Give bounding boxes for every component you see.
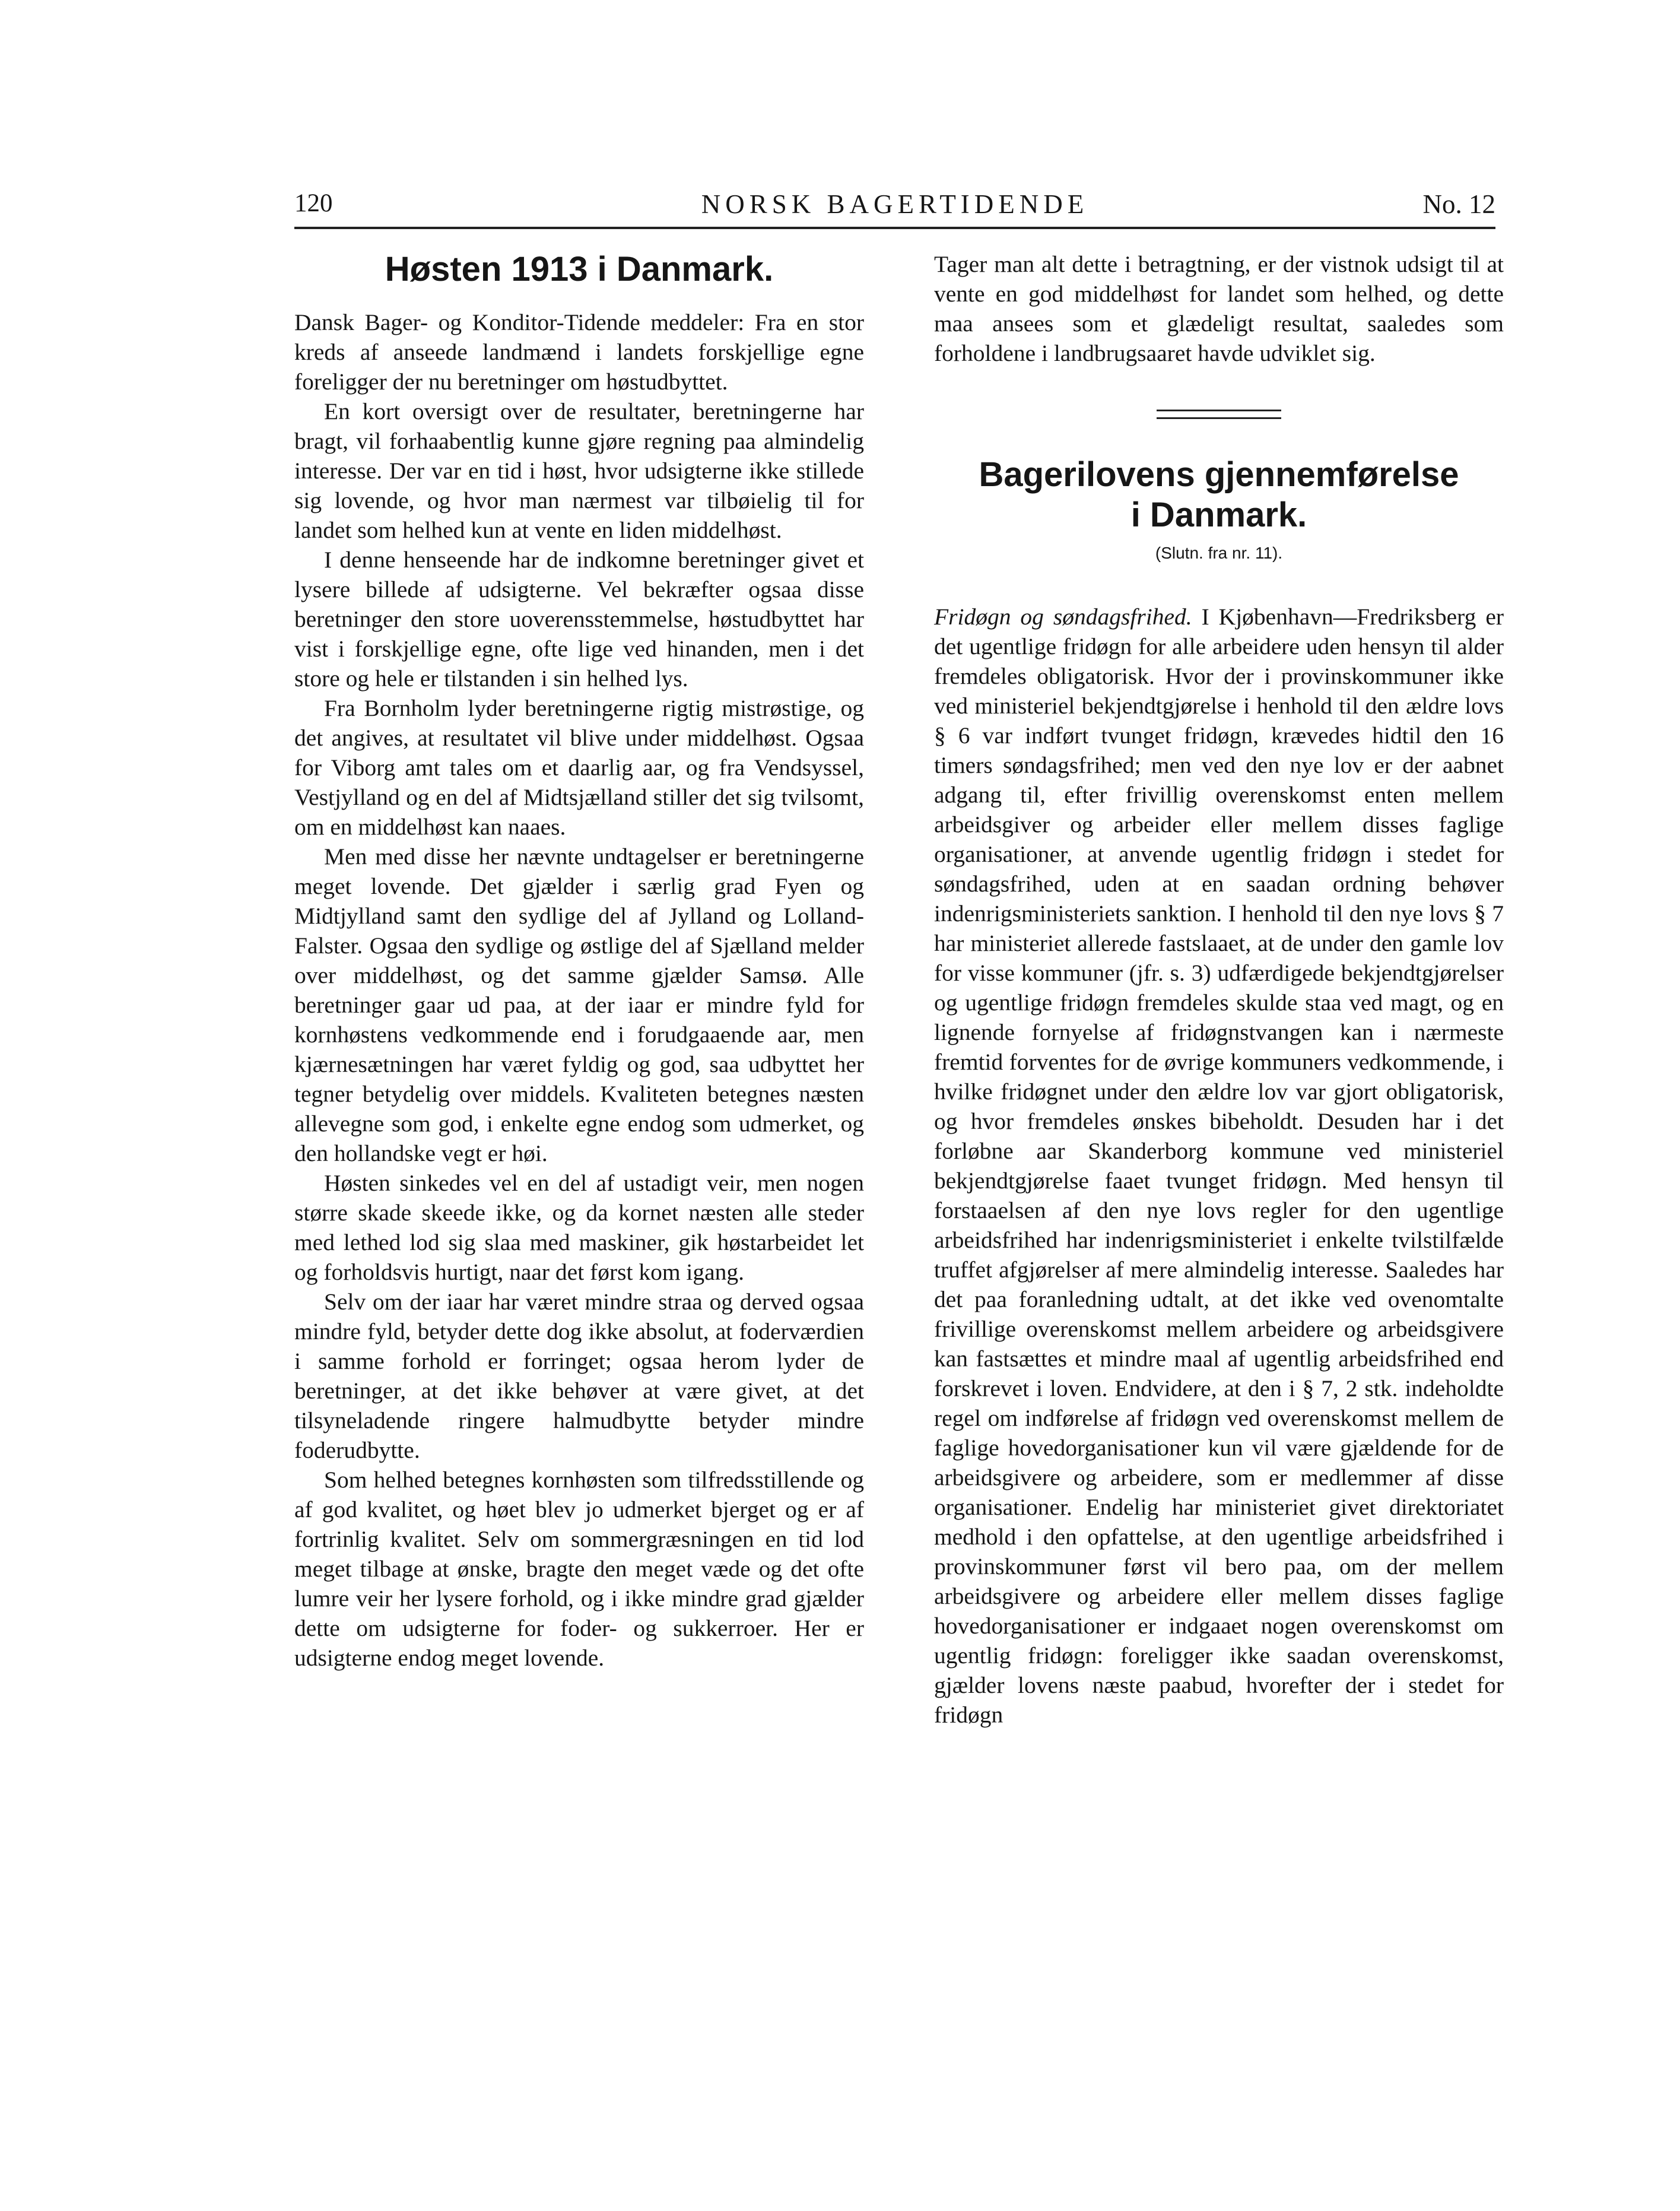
page-header (294, 189, 1495, 229)
publication-title: NORSK BAGERTIDENDE (701, 189, 1089, 219)
left-column (294, 249, 864, 1673)
paragraph-body: I Kjøbenhavn—Fredriksberg er det ugentlige fridøgn for alle arbeidere uden hensyn til alder fremdeles obligatorisk. Hvor der i provinskommuner ikke ved ministeriel bekjendtgjørelse i henhold til den ældre lovs § 6 var indført tvunget fridøgn, krævedes hidtil den 16 timers søndagsfrihed; men ved den nye lov er der aabnet adgang til, efter frivillig overenskomst enten mellem arbeidsgiver og arbeider eller mellem disses fagligе organisationer, at anvende ugentlig fridøgn i stedet for søndagsfrihed, uden at en saadan ordning behøver indenrigsministeriets sanktion. I henhold til den nye lovs § 7 har ministeriet allerede fastslaaet, at de under den gamle lov for visse kommuner (jfr. s. 3) udfærdigede bekjendtgjørelser og ugentlige fridøgn fremdeles skulde staa ved magt, og en lignende fornyelse af fridøgnstvangen kan i nærmeste fremtid forventes for de øvrige kommuners vedkommende, i hvilke fridøgnet under den ældre lov var gjort obligatorisk, og hvor fremdeles ønskes bibeholdt. Desuden har i det forløbne aar Skanderborg kommune ved ministeriel bekjendtgjørelse faaet tvunget fridøgn. Med hensyn til forstaaelsen af den nye lovs regler for den ugentlige arbeidsfrihed har indenrigsministeriet i enkelte tvilstilfælde truffet afgjørelser af mere almindelig interesse. Saaledes har det paa foranledning udtalt, at det ikke ved ovenomtalte frivillige overenskomst mellem arbeidere og arbeidsgivere kan fastsættes et mindre maal af ugentlig arbeidsfrihed end forskrevet i loven. Endvidere, at den i § 7, 2 stk. indeholdte regel om indførelse af fridøgn ved overenskomst mellem de faglige hovedorganisationer kun vil være gjældende for de arbeidsgivere og arbeidere, som er medlemmer af disse organisationer. Endelig har ministeriet givet direktoriatet medhold i den opfattelse, at den ugentlige arbeidsfrihed i provinskommuner først vil bero paa, om der mellem arbeidsgivere og arbeidere eller mellem disses faglige hovedorganisationer er indgaaet nogen overenskomst om ugentlig fridøgn: foreligger ikke saadan overenskomst, gjælder lovens næste paabud, hvorefter der i stedet for fridøgn (934, 604, 1504, 1728)
issue-number: No. 12 (1422, 189, 1495, 219)
paragraph (934, 602, 1504, 1730)
paragraph: Selv om der iaar har været mindre straa og derved ogsaa mindre fyld, betyder dette dog ikke absolut, at foderværdien i samme forhold er forringet; ogsaa herom lyder de beretninger, at det ikke behøver at være givet, at det tilsyneladende ringere halmudbytte betyder mindre foderudbytte. (294, 1289, 864, 1463)
lead-italic: Fridøgn og søndagsfrihed. (934, 604, 1192, 630)
right-column (934, 249, 1504, 1730)
article-title-line: i Danmark. (1130, 496, 1307, 534)
article-title-line: Bagerilovens gjennemførelse (979, 455, 1459, 494)
page-number: 120 (294, 189, 333, 217)
paragraph: Høsten sinkedes vel en del af ustadigt veir, men nogen større skade skeede ikke, og da kornet næsten alle steder med lethed lod sig slaa med maskiner, gik høstarbeidet let og forholdsvis hurtigt, naar det først kom igang. (294, 1170, 864, 1285)
paragraph: Dansk Bager- og Konditor-Tidende meddeler: Fra en stor kreds af anseede landmænd i landets forskjellige egne foreligger der nu beretninger om høstudbyttet. (294, 309, 864, 395)
paragraph: Men med disse her nævnte undtagelser er beretningerne meget lovende. Det gjælder i særlig grad Fyen og Midtjylland samt den sydlige del af Jylland og Lolland-Falster. Ogsaa den sydlige og østlige del af Sjælland melder over middelhøst, og det samme gjælder Samsø. Alle beretninger gaar ud paa, at der iaar er mindre fyld for kornhøstens vedkommende end i forudgaaende aar, men kjærnesætningen har været fyldig og god, saa udbyttet her tegner betydelig over middels. Kvaliteten betegnes næsten allevegne som god, i enkelte egne endog som udmerket, og den hollandske vegt er høi. (294, 843, 864, 1166)
paragraph: I denne henseende har de indkomne beretninger givet et lysere billede af udsigterne. Vel bekræfter ogsaa disse beretninger den store uoverensstemmelse, høstudbyttet har vist i forskjellige egne, ofte lige ved hinanden, men i det store og hele er tilstanden i sin helhed lys. (294, 547, 864, 691)
continuation-paragraph: Tager man alt dette i betragtning, er der vistnok udsigt til at vente en god middelhøst for landet som helhed, og dette maa ansees som et glædeligt resultat, saaledes som forholdene i landbrugsaaret havde udviklet sig. (934, 251, 1504, 366)
section-divider (1157, 410, 1281, 419)
paragraph: Som helhed betegnes kornhøsten som tilfredsstillende og af god kvalitet, og høet blev jo udmerket bjerget og er af fortrinlig kvalitet. Selv om sommergræsningen en tid lod meget tilbage at ønske, bragte den meget væde og det ofte lumre veir her lysere forhold, og i ikke mindre grad gjælder dette om udsigterne for foder- og sukkerroer. Her er udsigterne endog meget lovende. (294, 1467, 864, 1671)
paragraph: Fra Bornholm lyder beretningerne rigtig mistrøstige, og det angives, at resultatet vil blive under middelhøst. Ogsaa for Viborg amt tales om et daarlig aar, og fra Vendsyssel, Vestjylland og en del af Midtsjælland stiller det sig tvilsomt, om en middelhøst kan naaes. (294, 695, 864, 840)
paragraph: En kort oversigt over de resultater, beretningerne har bragt, vil forhaabentlig kunne gjøre regning paa almindelig interesse. Der var en tid i høst, hvor udsigterne ikke stillede sig lovende, og hvor man nærmest var tilbøielig til for landet som helhed kun at vente en liden middelhøst. (294, 398, 864, 543)
article-subtitle: (Slutn. fra nr. 11). (1155, 544, 1283, 562)
article-title: Høsten 1913 i Danmark. (385, 250, 774, 288)
article-title (934, 455, 1504, 535)
